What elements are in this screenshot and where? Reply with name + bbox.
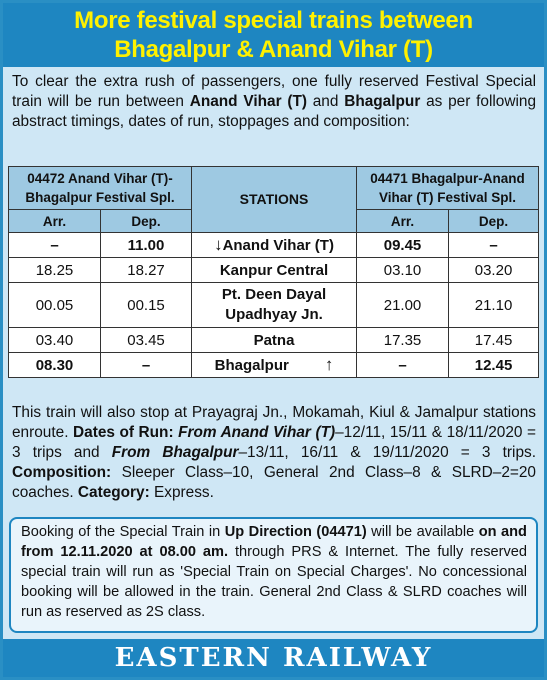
details-text-4: Sleeper Class–10, General 2nd Class–8 & SLRD–2=20 coaches. <box>12 464 536 501</box>
right-dep-header: Dep. <box>449 210 539 233</box>
up-arrow-icon: ↑ <box>324 355 334 374</box>
station-name: Anand Vihar (T) <box>222 237 334 254</box>
dates-of-run-label: Dates of Run: <box>73 424 179 441</box>
cell-station: Patna <box>192 328 357 353</box>
stations-header: STATIONS <box>192 167 357 233</box>
cell-station: Kanpur Central <box>192 258 357 283</box>
intro-text-3: as per following abstract timings, dates of run, stoppages and composition: <box>12 93 536 130</box>
title-line-2: Bhagalpur & Anand Vihar (T) <box>114 36 433 63</box>
from-anand-vihar-label: From Anand Vihar (T) <box>178 424 336 441</box>
cell-left-arr: 08.30 <box>9 353 101 378</box>
cell-left-dep: 18.27 <box>101 258 192 283</box>
details-text-1: This train will also stop at Prayagraj Jn., Mokamah, Kiul & Jamalpur stations enroute. <box>12 404 536 441</box>
cell-right-arr: 09.45 <box>357 233 449 258</box>
cell-left-dep: 00.15 <box>101 283 192 328</box>
right-train-header: 04471 Bhagalpur-Anand Vihar (T) Festival Spl. <box>357 167 539 210</box>
left-train-header: 04472 Anand Vihar (T)-Bhagalpur Festival Spl. <box>9 167 192 210</box>
cell-right-dep: 21.10 <box>449 283 539 328</box>
cell-station <box>192 353 357 378</box>
down-arrow-icon: ↓ <box>214 235 223 254</box>
booking-notice-box <box>9 517 538 633</box>
intro-paragraph <box>12 72 536 132</box>
notice-text-3: through PRS & Internet. The fully reserved special train will run as 'Special Train on Special Charges'. No concessional booking will be allowed in the train. General 2nd Class & SLRD coaches will run as reserved as 2S class. <box>21 544 528 620</box>
eastern-railway-brand: EASTERN RAILWAY <box>3 639 544 677</box>
right-arr-header: Arr. <box>357 210 449 233</box>
notice-text-1: Booking of the Special Train in <box>21 524 225 540</box>
cell-left-arr: 00.05 <box>9 283 101 328</box>
cell-left-arr: – <box>9 233 101 258</box>
notice-bold-direction: Up Direction (04471) <box>224 524 367 540</box>
cell-station <box>192 233 357 258</box>
cell-left-dep: 11.00 <box>101 233 192 258</box>
left-dep-header: Dep. <box>101 210 192 233</box>
cell-station: Pt. Deen Dayal Upadhyay Jn. <box>192 283 357 328</box>
intro-text-1: To clear the extra rush of passengers, one fully reserved Festival Special train will be run between <box>12 73 536 110</box>
details-text-2: –12/11, 15/11 & 18/11/2020 = 3 trips and <box>12 424 536 461</box>
details-text-5: Express. <box>149 484 214 501</box>
cell-right-arr: – <box>357 353 449 378</box>
schedule-table <box>8 166 539 378</box>
table-row <box>9 283 539 328</box>
cell-right-dep: – <box>449 233 539 258</box>
cell-left-dep: 03.45 <box>101 328 192 353</box>
page-title <box>3 3 544 67</box>
details-paragraph <box>12 403 536 503</box>
title-line-1: More festival special trains between <box>74 7 473 34</box>
cell-left-arr: 18.25 <box>9 258 101 283</box>
notice-bold-date: on and from 12.11.2020 at 08.00 am. <box>21 524 527 560</box>
table-row <box>9 328 539 353</box>
cell-left-dep: – <box>101 353 192 378</box>
cell-right-arr: 21.00 <box>357 283 449 328</box>
station-name: Bhagalpur <box>214 357 289 374</box>
from-bhagalpur-label: From Bhagalpur <box>111 444 239 461</box>
cell-right-arr: 17.35 <box>357 328 449 353</box>
intro-bold-anand-vihar: Anand Vihar (T) <box>189 93 307 110</box>
table-row <box>9 233 539 258</box>
composition-label: Composition: <box>12 464 112 481</box>
intro-bold-bhagalpur: Bhagalpur <box>344 93 421 110</box>
table-row <box>9 353 539 378</box>
cell-right-dep: 12.45 <box>449 353 539 378</box>
details-text-3: –13/11, 16/11 & 19/11/2020 = 3 trips. <box>238 444 536 461</box>
cell-right-dep: 17.45 <box>449 328 539 353</box>
cell-left-arr: 03.40 <box>9 328 101 353</box>
table-row <box>9 258 539 283</box>
cell-right-dep: 03.20 <box>449 258 539 283</box>
category-label: Category: <box>77 484 150 501</box>
cell-right-arr: 03.10 <box>357 258 449 283</box>
intro-text-2: and <box>306 93 345 110</box>
left-arr-header: Arr. <box>9 210 101 233</box>
notice-text-2: will be available <box>366 524 479 540</box>
